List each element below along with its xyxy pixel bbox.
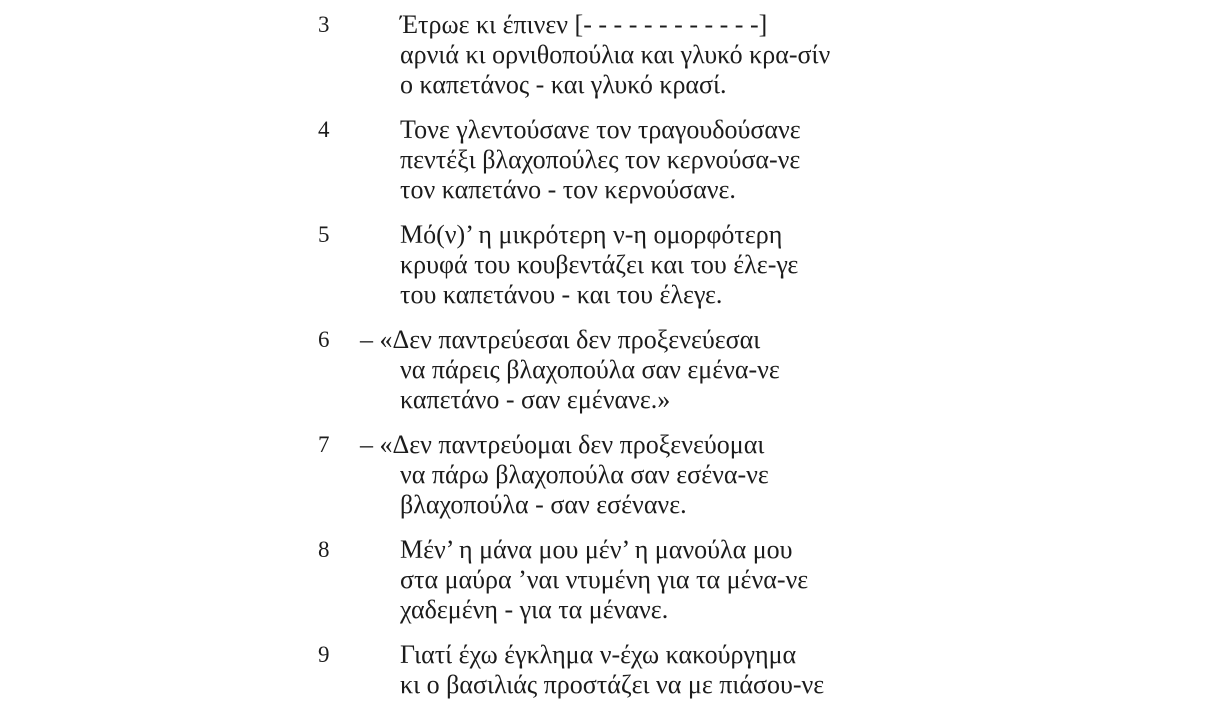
stanza-lines xyxy=(400,10,830,100)
stanza-number: 6 xyxy=(318,327,330,352)
stanza-lines xyxy=(360,430,769,520)
stanza-8 xyxy=(318,535,1224,625)
stanza-number: 8 xyxy=(318,537,330,562)
verse-line: στα μαύρα ’ναι ντυμένη για τα μένα-νε xyxy=(400,565,809,594)
verse-line: Τονε γλεντούσανε τον τραγουδούσανε xyxy=(400,115,801,144)
verse-line: καπετάνο - σαν εμένανε.» xyxy=(400,385,671,414)
verse-line: αρνιά κι ορνιθοπούλια και γλυκό κρα-σίν xyxy=(400,40,831,69)
verse-line: βλαχοπούλα - σαν εσένανε. xyxy=(400,490,687,519)
stanza-lines xyxy=(400,640,824,700)
verse-line: χαδεμένη - για τα μένανε. xyxy=(400,595,669,624)
verse-line: να πάρεις βλαχοπούλα σαν εμένα-νε xyxy=(400,355,780,384)
stanza-6 xyxy=(318,325,1224,415)
verse-line-dialogue: – «Δεν παντρεύεσαι δεν προξενεύεσαι xyxy=(360,325,761,354)
verse-line: ο καπετάνος - και γλυκό κρασί. xyxy=(400,70,727,99)
verse-line-dialogue: – «Δεν παντρεύομαι δεν προξενεύομαι xyxy=(360,430,765,459)
verse-line: Μέν’ η μάνα μου μέν’ η μανούλα μου xyxy=(400,535,793,564)
verse-line: του καπετάνου - και του έλεγε. xyxy=(400,280,723,309)
stanza-number: 5 xyxy=(318,222,330,247)
stanza-lines xyxy=(400,535,808,625)
stanza-4 xyxy=(318,115,1224,205)
stanza-number: 4 xyxy=(318,117,330,142)
verse-line: Έτρωε κι έπινεν [- - - - - - - - - - - -] xyxy=(400,10,768,39)
verse-line: πεντέξι βλαχοπούλες τον κερνούσα-νε xyxy=(400,145,801,174)
stanza-number: 9 xyxy=(318,642,330,667)
stanza-number: 3 xyxy=(318,12,330,37)
stanza-number: 7 xyxy=(318,432,330,457)
stanza-7 xyxy=(318,430,1224,520)
stanza-9 xyxy=(318,640,1224,700)
verse-line: Γιατί έχω έγκλημα ν-έχω κακούργημα xyxy=(400,640,797,669)
verse-line: να πάρω βλαχοπούλα σαν εσένα-νε xyxy=(400,460,769,489)
stanza-lines xyxy=(400,115,801,205)
stanza-3 xyxy=(318,10,1224,100)
verse-line: τον καπετάνο - τον κερνούσανε. xyxy=(400,175,736,204)
verse-line: Μό(ν)’ η μικρότερη ν-η ομορφότερη xyxy=(400,220,783,249)
verse-line: κι ο βασιλιάς προστάζει να με πιάσου-νε xyxy=(400,670,825,699)
stanza-lines xyxy=(360,325,780,415)
stanza-5 xyxy=(318,220,1224,310)
stanza-lines xyxy=(400,220,798,310)
verse-line: κρυφά του κουβεντάζει και του έλε-γε xyxy=(400,250,799,279)
